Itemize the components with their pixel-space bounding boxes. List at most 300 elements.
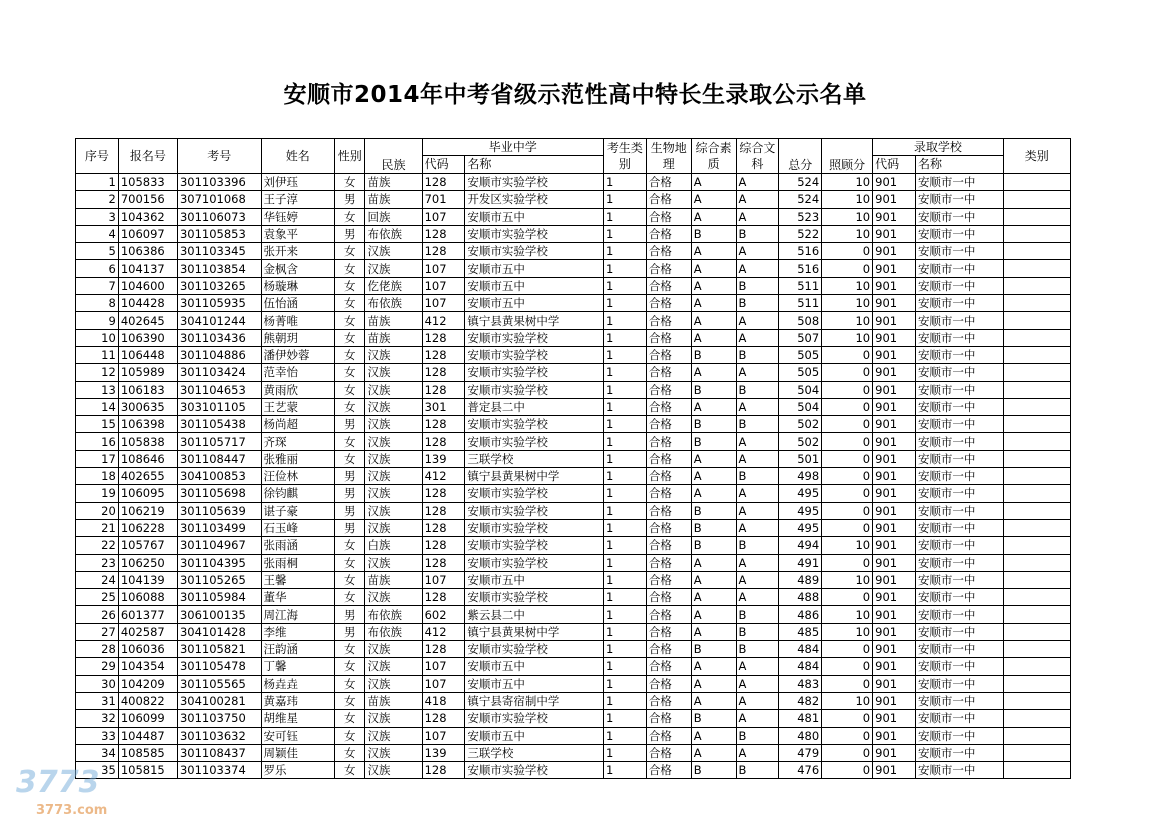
table-cell: 女: [334, 710, 365, 727]
table-cell: 1: [604, 537, 647, 554]
table-cell: [1003, 675, 1070, 692]
table-cell: 901: [873, 571, 916, 588]
table-cell: 7: [76, 277, 119, 294]
table-cell: 128: [422, 174, 465, 191]
table-cell: 苗族: [365, 329, 422, 346]
table-cell: 23: [76, 554, 119, 571]
table-cell: B: [736, 727, 779, 744]
table-cell: 107: [422, 208, 465, 225]
table-cell: B: [691, 641, 736, 658]
table-row: [76, 727, 1071, 744]
table-cell: 女: [334, 762, 365, 779]
table-cell: 504: [779, 398, 822, 415]
table-cell: 开发区实验学校: [465, 191, 604, 208]
table-cell: 男: [334, 191, 365, 208]
header-category: 类别: [1003, 139, 1070, 174]
table-cell: B: [736, 225, 779, 242]
table-cell: 汉族: [365, 519, 422, 536]
table-cell: 李维: [261, 623, 334, 640]
table-cell: 494: [779, 537, 822, 554]
table-cell: [1003, 208, 1070, 225]
table-cell: 106219: [118, 502, 177, 519]
table-cell: 304101244: [177, 312, 261, 329]
table-cell: 安顺市一中: [915, 260, 1003, 277]
table-row: [76, 381, 1071, 398]
table-cell: 3: [76, 208, 119, 225]
table-cell: B: [691, 537, 736, 554]
table-cell: A: [691, 191, 736, 208]
table-row: [76, 468, 1071, 485]
table-cell: 合格: [646, 675, 691, 692]
table-cell: 105838: [118, 433, 177, 450]
table-cell: 安顺市实验学校: [465, 762, 604, 779]
table-cell: 安顺市一中: [915, 191, 1003, 208]
table-cell: 1: [604, 329, 647, 346]
table-cell: 王馨: [261, 571, 334, 588]
table-cell: 128: [422, 710, 465, 727]
table-cell: 13: [76, 381, 119, 398]
table-cell: 合格: [646, 554, 691, 571]
table-cell: 0: [822, 364, 873, 381]
table-cell: [1003, 606, 1070, 623]
page-title: 安顺市2014年中考省级示范性高中特长生录取公示名单: [283, 82, 867, 108]
table-cell: 10: [822, 623, 873, 640]
table-cell: A: [736, 519, 779, 536]
table-cell: 安顺市一中: [915, 450, 1003, 467]
table-cell: 安顺市一中: [915, 727, 1003, 744]
table-cell: 徐钧麒: [261, 485, 334, 502]
table-cell: 0: [822, 398, 873, 415]
table-cell: [1003, 485, 1070, 502]
table-cell: 511: [779, 295, 822, 312]
table-cell: 34: [76, 744, 119, 761]
table-cell: [1003, 398, 1070, 415]
table-cell: 0: [822, 468, 873, 485]
table-cell: [1003, 346, 1070, 363]
table-cell: 合格: [646, 744, 691, 761]
table-row: [76, 243, 1071, 260]
table-cell: [1003, 502, 1070, 519]
table-cell: 2: [76, 191, 119, 208]
table-row: [76, 744, 1071, 761]
table-cell: 安顺市一中: [915, 468, 1003, 485]
table-cell: 男: [334, 623, 365, 640]
table-cell: 31: [76, 692, 119, 709]
table-cell: 33: [76, 727, 119, 744]
table-cell: 0: [822, 641, 873, 658]
table-cell: 128: [422, 589, 465, 606]
table-cell: 杨垚垚: [261, 675, 334, 692]
table-cell: A: [691, 589, 736, 606]
table-cell: 104362: [118, 208, 177, 225]
table-cell: 男: [334, 606, 365, 623]
table-cell: 安顺市一中: [915, 433, 1003, 450]
table-cell: 安顺市五中: [465, 675, 604, 692]
table-cell: 安顺市一中: [915, 762, 1003, 779]
table-cell: A: [691, 364, 736, 381]
table-cell: 486: [779, 606, 822, 623]
table-cell: 505: [779, 364, 822, 381]
table-cell: [1003, 537, 1070, 554]
table-cell: A: [736, 692, 779, 709]
table-cell: 汉族: [365, 450, 422, 467]
table-cell: 0: [822, 416, 873, 433]
table-cell: 0: [822, 260, 873, 277]
table-cell: 901: [873, 485, 916, 502]
table-cell: 139: [422, 450, 465, 467]
header-bio-geo: 生物地理: [646, 139, 691, 174]
table-cell: 489: [779, 571, 822, 588]
table-cell: 306100135: [177, 606, 261, 623]
table-cell: 901: [873, 658, 916, 675]
table-cell: 10: [822, 571, 873, 588]
table-cell: 汪俭林: [261, 468, 334, 485]
table-cell: 301105265: [177, 571, 261, 588]
table-cell: 304100281: [177, 692, 261, 709]
table-cell: 105815: [118, 762, 177, 779]
table-cell: 女: [334, 312, 365, 329]
table-cell: 女: [334, 243, 365, 260]
table-cell: 镇宁县黄果树中学: [465, 312, 604, 329]
table-cell: 合格: [646, 433, 691, 450]
table-cell: 21: [76, 519, 119, 536]
table-cell: 男: [334, 468, 365, 485]
table-cell: A: [736, 658, 779, 675]
table-cell: 1: [604, 243, 647, 260]
table-cell: 安顺市一中: [915, 312, 1003, 329]
table-cell: A: [736, 502, 779, 519]
table-cell: 10: [822, 537, 873, 554]
table-cell: 901: [873, 606, 916, 623]
table-cell: 106099: [118, 710, 177, 727]
header-seq: 序号: [76, 139, 119, 174]
table-cell: 合格: [646, 174, 691, 191]
table-cell: 10: [822, 295, 873, 312]
table-cell: 安顺市一中: [915, 485, 1003, 502]
table-cell: 104209: [118, 675, 177, 692]
table-cell: 1: [604, 433, 647, 450]
table-cell: 丁馨: [261, 658, 334, 675]
table-cell: 布依族: [365, 606, 422, 623]
table-cell: 安顺市一中: [915, 208, 1003, 225]
table-cell: 128: [422, 225, 465, 242]
table-cell: 522: [779, 225, 822, 242]
table-cell: A: [736, 710, 779, 727]
table-cell: 合格: [646, 537, 691, 554]
table-row: [76, 502, 1071, 519]
table-cell: 安顺市实验学校: [465, 537, 604, 554]
table-cell: 128: [422, 381, 465, 398]
table-row: [76, 346, 1071, 363]
table-cell: 418: [422, 692, 465, 709]
table-cell: 安顺市实验学校: [465, 589, 604, 606]
site-watermark-logo: [14, 762, 174, 820]
table-cell: B: [736, 537, 779, 554]
table-cell: 19: [76, 485, 119, 502]
table-cell: 502: [779, 433, 822, 450]
table-cell: 481: [779, 710, 822, 727]
watermark-main: 3773: [16, 765, 100, 800]
table-cell: 501: [779, 450, 822, 467]
table-cell: 安顺市一中: [915, 398, 1003, 415]
table-cell: 128: [422, 329, 465, 346]
table-cell: B: [736, 468, 779, 485]
table-cell: 安顺市一中: [915, 519, 1003, 536]
table-cell: 女: [334, 658, 365, 675]
table-cell: 29: [76, 658, 119, 675]
table-cell: 女: [334, 260, 365, 277]
table-cell: 485: [779, 623, 822, 640]
table-cell: 安顺市一中: [915, 692, 1003, 709]
table-cell: 1: [604, 727, 647, 744]
table-cell: 杨菁唯: [261, 312, 334, 329]
table-cell: 安顺市实验学校: [465, 485, 604, 502]
table-cell: [1003, 433, 1070, 450]
table-cell: [1003, 225, 1070, 242]
table-cell: 901: [873, 191, 916, 208]
table-cell: 汉族: [365, 468, 422, 485]
table-cell: A: [691, 277, 736, 294]
table-cell: 0: [822, 675, 873, 692]
table-cell: 491: [779, 554, 822, 571]
table-cell: 镇宁县寄宿制中学: [465, 692, 604, 709]
table-cell: 495: [779, 519, 822, 536]
table-cell: A: [736, 554, 779, 571]
table-cell: 黄嘉玮: [261, 692, 334, 709]
table-cell: 400822: [118, 692, 177, 709]
table-cell: 10: [822, 174, 873, 191]
table-cell: 105767: [118, 537, 177, 554]
table-cell: 301103436: [177, 329, 261, 346]
table-cell: 汉族: [365, 346, 422, 363]
table-cell: 三联学校: [465, 450, 604, 467]
table-cell: 安顺市实验学校: [465, 346, 604, 363]
table-cell: 汉族: [365, 381, 422, 398]
table-cell: 901: [873, 364, 916, 381]
table-cell: A: [736, 260, 779, 277]
table-cell: 482: [779, 692, 822, 709]
table-row: [76, 329, 1071, 346]
table-cell: 安顺市五中: [465, 658, 604, 675]
table-cell: 901: [873, 312, 916, 329]
table-cell: A: [691, 744, 736, 761]
table-cell: 901: [873, 225, 916, 242]
table-cell: A: [691, 658, 736, 675]
table-cell: 安顺市实验学校: [465, 329, 604, 346]
table-cell: 901: [873, 762, 916, 779]
table-cell: 安顺市一中: [915, 364, 1003, 381]
table-cell: 男: [334, 519, 365, 536]
table-cell: 12: [76, 364, 119, 381]
table-cell: 106386: [118, 243, 177, 260]
table-cell: 32: [76, 710, 119, 727]
table-cell: 1: [604, 260, 647, 277]
table-cell: 合格: [646, 416, 691, 433]
table-cell: 仡佬族: [365, 277, 422, 294]
table-cell: 1: [604, 762, 647, 779]
table-cell: 安顺市一中: [915, 554, 1003, 571]
table-row: [76, 364, 1071, 381]
table-cell: 潘伊妙蓉: [261, 346, 334, 363]
table-cell: 安顺市五中: [465, 277, 604, 294]
table-row: [76, 675, 1071, 692]
table-cell: 张雅丽: [261, 450, 334, 467]
table-cell: 汉族: [365, 433, 422, 450]
table-cell: A: [736, 208, 779, 225]
table-cell: 901: [873, 208, 916, 225]
table-cell: 安顺市实验学校: [465, 502, 604, 519]
table-cell: 合格: [646, 260, 691, 277]
table-cell: 安顺市一中: [915, 174, 1003, 191]
table-cell: 128: [422, 346, 465, 363]
table-cell: A: [691, 243, 736, 260]
table-cell: 安顺市一中: [915, 537, 1003, 554]
header-grad-code: 代码: [422, 156, 465, 174]
table-cell: 301103424: [177, 364, 261, 381]
table-cell: 女: [334, 277, 365, 294]
table-cell: 1: [604, 208, 647, 225]
table-cell: 106398: [118, 416, 177, 433]
table-cell: 镇宁县黄果树中学: [465, 468, 604, 485]
table-cell: 1: [604, 450, 647, 467]
table-cell: 合格: [646, 243, 691, 260]
table-cell: 301105984: [177, 589, 261, 606]
table-row: [76, 277, 1071, 294]
table-cell: 布依族: [365, 295, 422, 312]
table-row: [76, 658, 1071, 675]
table-cell: 苗族: [365, 571, 422, 588]
table-cell: [1003, 364, 1070, 381]
table-cell: 华钰婷: [261, 208, 334, 225]
table-cell: 安顺市实验学校: [465, 433, 604, 450]
table-cell: 18: [76, 468, 119, 485]
header-gender: 性别: [334, 139, 365, 174]
table-cell: 合格: [646, 623, 691, 640]
watermark-sub: 3773.com: [36, 803, 108, 818]
table-cell: 505: [779, 346, 822, 363]
table-cell: 女: [334, 675, 365, 692]
table-cell: 602: [422, 606, 465, 623]
header-name: 姓名: [261, 139, 334, 174]
table-cell: 石玉峰: [261, 519, 334, 536]
table-cell: 合格: [646, 208, 691, 225]
table-row: [76, 606, 1071, 623]
table-cell: 男: [334, 485, 365, 502]
table-cell: 495: [779, 485, 822, 502]
table-cell: 301106073: [177, 208, 261, 225]
table-cell: 合格: [646, 710, 691, 727]
table-cell: 0: [822, 519, 873, 536]
table-cell: 苗族: [365, 312, 422, 329]
table-cell: 128: [422, 762, 465, 779]
table-cell: 11: [76, 346, 119, 363]
table-cell: [1003, 191, 1070, 208]
table-cell: 301104886: [177, 346, 261, 363]
table-cell: 1: [604, 364, 647, 381]
table-cell: 901: [873, 519, 916, 536]
table-cell: 504: [779, 381, 822, 398]
table-cell: 汉族: [365, 502, 422, 519]
table-cell: 412: [422, 468, 465, 485]
table-cell: 17: [76, 450, 119, 467]
table-cell: [1003, 692, 1070, 709]
table-cell: 10: [822, 191, 873, 208]
table-cell: [1003, 450, 1070, 467]
table-cell: 104139: [118, 571, 177, 588]
table-cell: 1: [604, 710, 647, 727]
table-cell: 合格: [646, 295, 691, 312]
table-cell: 107: [422, 277, 465, 294]
table-cell: 1: [604, 623, 647, 640]
table-cell: 女: [334, 727, 365, 744]
table-cell: A: [736, 329, 779, 346]
table-cell: 伍怡涵: [261, 295, 334, 312]
table-cell: 301: [422, 398, 465, 415]
table-cell: 301105565: [177, 675, 261, 692]
table-cell: 0: [822, 346, 873, 363]
table-cell: 106448: [118, 346, 177, 363]
table-cell: 901: [873, 502, 916, 519]
table-cell: 108585: [118, 744, 177, 761]
table-cell: B: [736, 277, 779, 294]
table-cell: 合格: [646, 762, 691, 779]
table-cell: 男: [334, 416, 365, 433]
table-cell: 20: [76, 502, 119, 519]
table-cell: 301103632: [177, 727, 261, 744]
table-cell: 0: [822, 727, 873, 744]
table-cell: 10: [822, 692, 873, 709]
table-cell: 901: [873, 295, 916, 312]
table-cell: [1003, 710, 1070, 727]
table-cell: 安顺市一中: [915, 623, 1003, 640]
table-cell: 901: [873, 450, 916, 467]
table-cell: 901: [873, 329, 916, 346]
table-cell: 合格: [646, 468, 691, 485]
table-cell: 507: [779, 329, 822, 346]
table-cell: 0: [822, 381, 873, 398]
table-cell: A: [736, 571, 779, 588]
table-cell: 22: [76, 537, 119, 554]
table-cell: [1003, 554, 1070, 571]
table-cell: 女: [334, 381, 365, 398]
table-cell: 合格: [646, 692, 691, 709]
table-cell: 女: [334, 433, 365, 450]
table-cell: 0: [822, 554, 873, 571]
table-cell: 901: [873, 537, 916, 554]
table-cell: 901: [873, 727, 916, 744]
table-cell: 104600: [118, 277, 177, 294]
table-cell: 300635: [118, 398, 177, 415]
table-cell: 301105717: [177, 433, 261, 450]
table-cell: 汉族: [365, 589, 422, 606]
table-cell: [1003, 312, 1070, 329]
table-cell: 106036: [118, 641, 177, 658]
table-cell: B: [736, 606, 779, 623]
table-cell: 307101068: [177, 191, 261, 208]
table-cell: 304100853: [177, 468, 261, 485]
table-cell: 25: [76, 589, 119, 606]
table-cell: 1: [604, 381, 647, 398]
table-cell: 106095: [118, 485, 177, 502]
table-cell: 106250: [118, 554, 177, 571]
table-body: [76, 174, 1071, 779]
table-cell: 袁象平: [261, 225, 334, 242]
table-cell: A: [691, 468, 736, 485]
table-cell: [1003, 416, 1070, 433]
header-grad-name: 名称: [465, 156, 604, 174]
table-cell: 汉族: [365, 641, 422, 658]
table-row: [76, 692, 1071, 709]
